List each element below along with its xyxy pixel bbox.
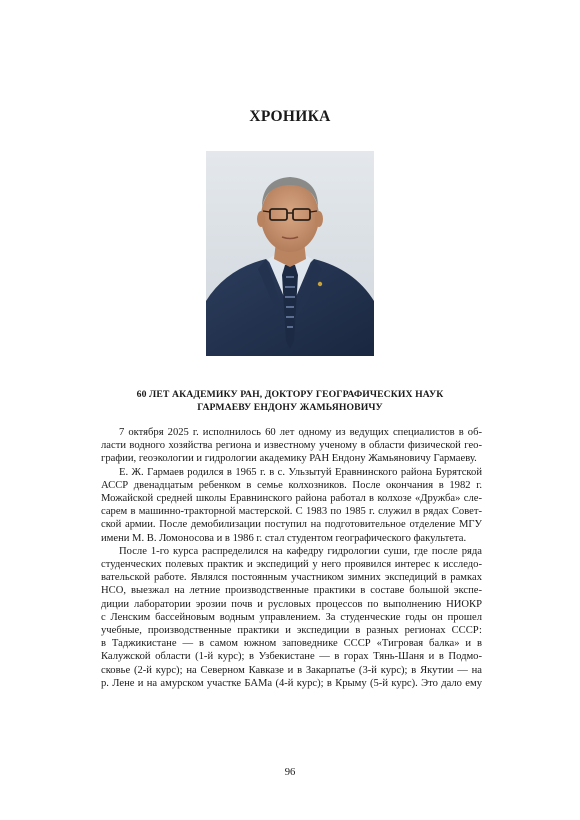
body-line: учебные, производственные практики и экспедиции в разных регионах СССР: (101, 625, 482, 637)
body-line: После 1-го курса распределился на кафедру гидрологии суши, где после ряда (119, 545, 482, 557)
body-line: Калужской области (1-й курс); в Узбекистане — в горах Тянь-Шаня и в Подмо- (101, 651, 482, 663)
body-line: с Ленским бассейновым водным управлением. За студенческие годы он прошел (101, 611, 482, 623)
body-line: сковье (2-й курс); на Северном Кавказе и в Закарпатье (3-й курс); в Якутии — на (101, 664, 482, 676)
body-line: Можайской средней школы Еравнинского района работал в колхозе «Дружба» сле- (101, 493, 482, 505)
body-line: АССР двенадцатым ребенком в семье колхозников. После окончания в 1982 г. (101, 479, 482, 491)
article-title-line: ГАРМАЕВУ ЕНДОНУ ЖАМЬЯНОВИЧУ (197, 402, 383, 413)
body-line: в Таджикистане — в самом южном заповеднике СССР «Тигровая балка» и в (101, 638, 482, 650)
article-body (101, 426, 482, 690)
body-line: студенческих полевых практик и экспедиций у него проявился интерес к исследо- (101, 559, 482, 571)
body-line: вательской работе. Являлся постоянным участником зимних экспедиций в рамках (101, 572, 482, 584)
section-heading: ХРОНИКА (249, 108, 331, 125)
body-line: графии, геоэкологии и гидрологии академику РАН Ендону Жамьяновичу Гармаеву. (101, 453, 477, 465)
body-line: диции лаборатории эрозии почв и русловых процессов по выполнению НИОКР (101, 598, 482, 610)
body-line: НСО, выезжал на летние производственные практики в составе большой экспе- (101, 585, 482, 597)
body-line: ласти водного хозяйства региона и известному ученому в области физической гео- (101, 440, 482, 452)
body-line: р. Лене и на амурском участке БАМа (4-й курс); в Крыму (5-й курс). Это дало ему (101, 677, 482, 689)
body-line: сарем в машинно-тракторной мастерской. С 1983 по 1985 г. служил в рядах Совет- (101, 506, 482, 518)
body-line: 7 октября 2025 г. исполнилось 60 лет одному из ведущих специалистов в об- (119, 427, 482, 438)
page-number: 96 (284, 767, 296, 778)
article-title-line: 60 ЛЕТ АКАДЕМИКУ РАН, ДОКТОРУ ГЕОГРАФИЧЕСКИХ НАУК (136, 389, 444, 400)
article-title (80, 388, 500, 414)
body-line: Е. Ж. Гармаев родился в 1965 г. в с. Ульзытуй Еравнинского района Бурятской (119, 466, 482, 478)
body-line: имени М. В. Ломоносова и в 1986 г. стал студентом географического факультета. (101, 532, 467, 544)
body-line: ской армии. После демобилизации поступил на подготовительное отделение МГУ (101, 519, 482, 531)
portrait-photo (206, 151, 374, 356)
